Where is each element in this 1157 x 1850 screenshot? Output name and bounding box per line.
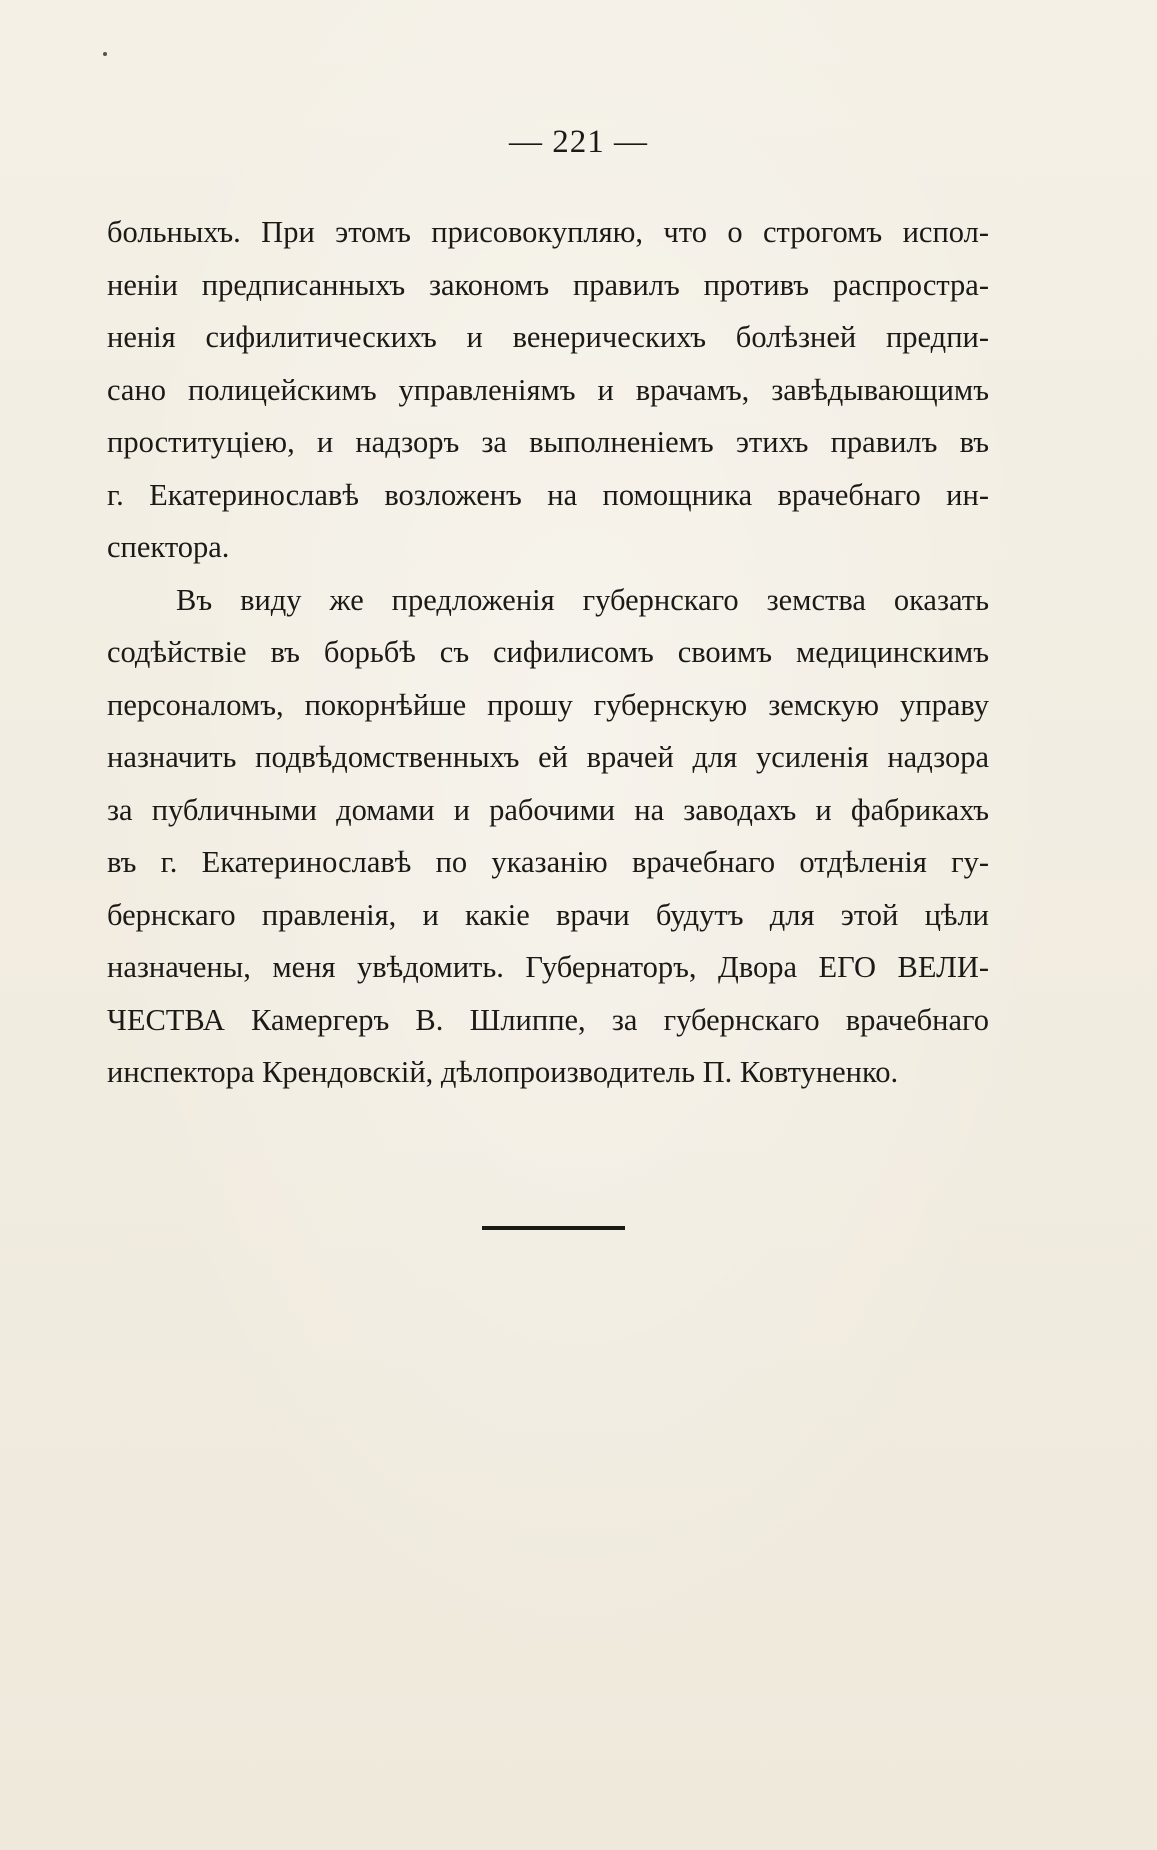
text-line: больныхъ. При этомъ присовокупляю, что о строгомъ испол- [107, 215, 989, 249]
text-line: назначить подвѣдомственныхъ ей врачей для усиленія надзора [107, 740, 989, 774]
text-line: сано полицейскимъ управленіямъ и врачамъ, завѣдывающимъ [107, 372, 989, 407]
body-text [107, 206, 989, 1099]
text-line: назначены, меня увѣдомить. Губернаторъ, Двора ЕГО ВЕЛИ- [107, 950, 989, 984]
text-line: проституціею, и надзоръ за выполненіемъ этихъ правилъ въ [107, 425, 989, 459]
text-line: инспектора Крендовскій, дѣлопроизводитель П. Ковтуненко. [107, 1055, 899, 1089]
text-line: неніи предписанныхъ закономъ правилъ противъ распростра- [107, 267, 989, 302]
section-divider [482, 1226, 625, 1230]
text-line: персоналомъ, покорнѣйше прошу губернскую земскую управу [107, 687, 989, 722]
text-line: въ г. Екатеринославѣ по указанію врачебнаго отдѣленія гу- [107, 845, 989, 879]
text-line: ненія сифилитическихъ и венерическихъ болѣзней предпи- [107, 320, 989, 354]
text-line: ЧЕСТВА Камергеръ В. Шлиппе, за губернскаго врачебнаго [107, 1002, 989, 1037]
text-line: спектора. [107, 530, 230, 564]
text-line: за публичными домами и рабочими на заводахъ и фабрикахъ [107, 792, 989, 827]
text-line: бернскаго правленія, и какіе врачи будутъ для этой цѣли [107, 897, 989, 932]
page-number: — 221 — [509, 124, 648, 160]
text-line: Въ виду же предложенія губернскаго земства оказать [176, 582, 989, 617]
paragraph-1 [107, 206, 989, 574]
text-line: г. Екатеринославѣ возложенъ на помощника врачебнаго ин- [107, 477, 989, 512]
text-line: содѣйствіе въ борьбѣ съ сифилисомъ своимъ медицинскимъ [107, 635, 989, 669]
ink-speck [103, 52, 107, 56]
paragraph-2 [107, 574, 989, 1099]
